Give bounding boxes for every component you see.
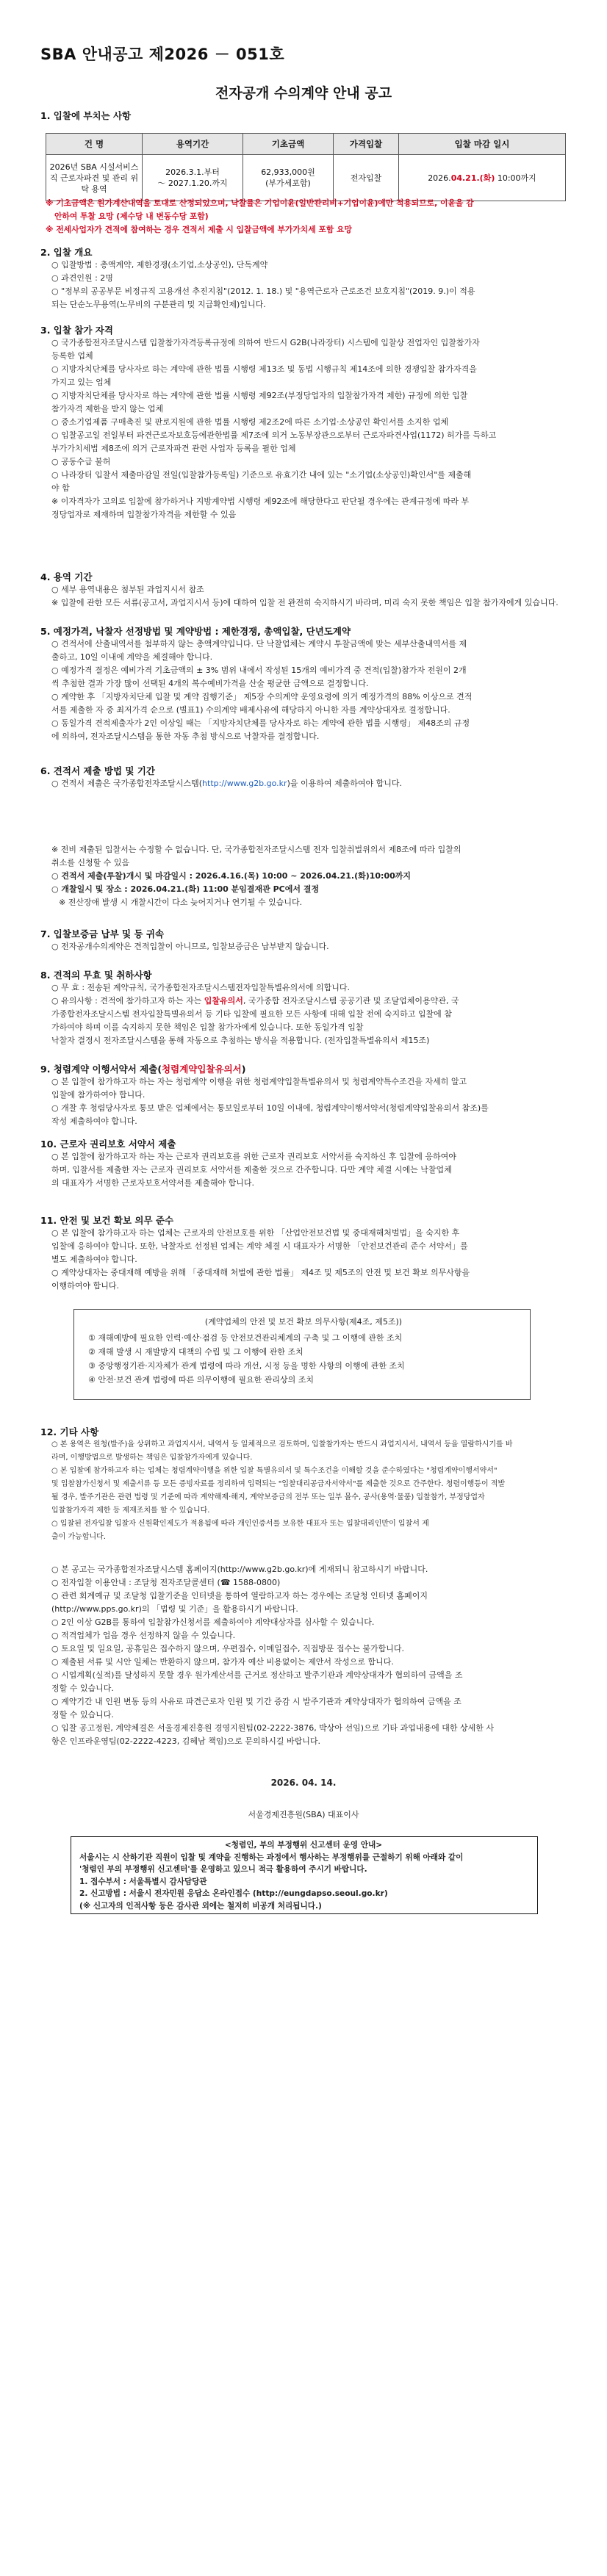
period-start: 2026.3.1.부터: [165, 167, 220, 177]
list-item: ○ 제출된 서류 및 시안 일체는 반환하지 않으며, 참가자 예산 비용없이는 제안서 작성으로 합니다.: [51, 1657, 394, 1667]
notice-date: 2026. 04. 14.: [270, 1778, 337, 1788]
list-item: ○ 본 용역은 원청(발주)을 상위하고 과업지시서, 내역서 등 일체적으로 검토하며, 입찰참가자는 반드시 과업지시서, 내역서 등을 열람하시기를 바: [51, 1440, 513, 1448]
list-item: 출이 가능합니다.: [51, 1533, 106, 1541]
section-1-heading: 1. 입찰에 부치는 사항: [40, 110, 132, 121]
list-item: ○ 국가종합전자조달시스템 입찰참가자격등록규정에 의하여 반드시 G2B(나라장터) 시스템에 입찰상 전업자인 입찰참가자: [51, 338, 480, 347]
list-item: 정당업자로 제재하며 입찰참가자격을 제한할 수 있음: [51, 510, 237, 519]
list-item: ※ 이자격자가 고의로 입찰에 참가하거나 지방계약법 시행령 제92조에 해당한다고 판단될 경우에는 관계규정에 따라 부: [51, 497, 470, 506]
base-price-vat: (부가세포함): [265, 178, 311, 188]
section-12-more: [51, 1563, 494, 1748]
list-item: ○ 예정가격 결정은 예비가격 기초금액의 ± 3% 범위 내에서 작성된 15개의 예비가격 중 견적(입찰)참가자 전원이 2개: [51, 665, 467, 675]
safety-box-title: (계약업체의 안전 및 보건 확보 의무사항(제4조, 제5조)): [204, 1317, 403, 1327]
list-item: ○ 입찰공고일 전일부터 파견근로자보호등에관한법률 제7조에 의거 노동부장관으로부터 근로자파견사업(1172) 허가를 득하고: [51, 430, 497, 440]
list-item: 정할 수 있습니다.: [51, 1684, 114, 1693]
col-header-bid-type: 가격입찰: [334, 134, 399, 155]
integrity-guide-link[interactable]: 청렴계약입찰유의서: [162, 1064, 242, 1075]
list-item: 입찰에 참가하여야 합니다.: [51, 1090, 146, 1100]
section-5-heading: 5. 예정가격, 낙찰자 선정방법 및 계약방법 : 제한경쟁, 총액입찰, 단년도계약: [40, 626, 351, 637]
safety-duty-item: ① 재해예방에 필요한 인력·예산·점검 등 안전보건관리체계의 구축 및 그 이행에 관한 조치: [88, 1333, 403, 1343]
list-item: ○ 지방자치단체를 당사자로 하는 계약에 관한 법률 시행령 제13조 및 동법 시행규칙 제14조에 의한 경쟁입찰 참가자격을: [51, 364, 477, 374]
report-center-text: <청렴인, 부의 부정행위 신고센터 운영 안내> 서울시는 시 산하기관 직원이 입찰 및 계약을 진행하는 과정에서 행사하는 부정행위를 근절하기 위해 아래와 같이 '청렴인 부의 부정행위 신고센터'를 운영하고 있으니 적극 활용하여 주시기 바랍니다. 1. 접수부서 : 서울특별시 감사담당관 2. 신고방법 : 서울시 전자민원 응답소 온라인접수 (http://eungdapso.seoul.go.kr) (※ 신고자의 인적사항 등은 감사관 외에는 철저히 비공개 처리됩니다.): [79, 1841, 464, 1911]
section-2-body: [51, 259, 475, 311]
list-item: ○ 공동수급 불허: [51, 457, 111, 466]
list-item: ○ 과견인원 : 2명: [51, 273, 113, 283]
section-4-body: [51, 583, 558, 610]
section-3-body: [51, 336, 496, 522]
list-item: 출하고, 10일 이내에 계약을 체결해야 합니다.: [51, 652, 213, 662]
list-item: 별도 제출하여야 합니다.: [51, 1255, 137, 1264]
list-item: 및 입찰참가신청서 및 제출서류 등 모든 증빙자료를 정리하여 입력되는 "입찰대리공급자서약서"를 제출한 것으로 간주한다. 청렴이행등이 적발: [51, 1480, 506, 1488]
base-price: [243, 155, 334, 201]
list-item: 에 의하여, 전자조달시스템을 통한 자동 추첨 방식으로 낙찰자를 결정합니다.: [51, 732, 320, 741]
safety-box-items: [88, 1331, 405, 1387]
list-item: ○ 토요일 및 일요일, 공휴일은 접수하지 않으며, 우편접수, 이메일접수, 직접방문 접수는 불가합니다.: [51, 1644, 404, 1653]
table-row: [46, 155, 566, 201]
list-item: ○ 시업계획(실적)를 달성하지 못할 경우 원가계산서를 근거로 정산하고 발주기관과 계약상대자가 협의하여 금액을 조: [51, 1670, 463, 1680]
list-item: ○ 세부 용역내용은 첨부된 과업지시서 참조: [51, 585, 204, 594]
list-item: 항은 인프라운영팀(02-2222-4223, 김혜남 책임)으로 문의하시길 바랍니다.: [51, 1736, 321, 1746]
section-9-body: [51, 1075, 489, 1128]
price-note: ※ 기초금액은 원가계산내역을 토대로 산정되었으며, 낙찰률은 기업이윤(일반관리비+기업이윤)에만 적용되므로, 이윤을 감 안하여 투찰 요망 (제수당 내 변동수당 포함) ※ 전세사업자가 견적에 참여하는 경우 견적서 제출 시 입찰금액에 부가가치세 포함 요망: [46, 198, 474, 234]
section-8-body: ○ 무 효 : 전송된 계약규칙, 국가종합전자조달시스템전자입찰특별유의서에 의합니다. ○ 유의사항 : 견적에 참가하고자 하는 자는 입찰유의서, 국가종합 전자조달시스템 공공기관 및 조달업체이용약관, 국 가종합전자조달시스템 전자입찰특별유의서 등 기타 입찰에 필요한 모든 사항에 대해 입찰 전에 숙지하고 입찰에 참 가하여야 하며 이를 숙지하지 못한 책임은 입찰 참가자에게 있습니다. 또한 동일가격 입찰 낙찰자 결정시 전자조달시스템을 통해 자동으로 추첨하는 방식을 적용합니다. (전자입찰특별유의서 제15조): [51, 983, 459, 1045]
list-item: 입찰에 응하여야 합니다. 또한, 낙찰자로 선정된 업체는 계약 체결 시 대표자가 서명한 「안전보건관리 준수 서약서」를: [51, 1241, 468, 1251]
section-8-heading: 8. 견적의 무효 및 취하사항: [40, 970, 152, 981]
section-3-heading: 3. 입찰 참가 자격: [40, 325, 113, 336]
list-item: 의 대표자가 서명한 근로자보호서약서를 제출해야 합니다.: [51, 1178, 255, 1188]
list-item: ○ 관련 회계예규 및 조달청 입찰기준을 인터넷을 통하여 열람하고자 하는 경우에는 조달청 인터넷 홈페이지: [51, 1591, 428, 1601]
list-item: 정할 수 있습니다.: [51, 1710, 114, 1720]
list-item: ○ 나라장터 입찰서 제출마감일 전일(입찰참가등록일) 기준으로 유효기간 내에 있는 "소기업(소상공인)확인서"를 제출해: [51, 470, 472, 480]
list-item: 입찰참가자격 제한 등 제재조치를 할 수 있습니다.: [51, 1507, 210, 1515]
list-item: ※ 입찰에 관한 모든 서류(공고서, 과업지시서 등)에 대하여 입찰 전 완전히 숙지하시기 바라며, 미리 숙지 못한 책임은 입찰 참가자에게 있습니다.: [51, 598, 558, 607]
list-item: ○ 전자입찰 이용안내 : 조달청 전자조달콜센터 (☎ 1588-0800): [51, 1578, 281, 1587]
list-item: ○ 동일가격 견적제출자가 2인 이상일 때는 「지방자치단체를 당사자로 하는 계약에 관한 법률 시행령」 제48조의 규정: [51, 718, 470, 728]
g2b-link[interactable]: http://www.g2b.go.kr: [202, 779, 287, 788]
list-item: ○ 계약기간 내 인원 변동 등의 사유로 파견근로자 인원 및 기간 증감 시 발주기관과 계약상대자가 협의하여 금액을 조: [51, 1697, 461, 1706]
service-period: [143, 155, 243, 201]
list-item: 될 경우, 발주기관은 관련 법령 및 기준에 따라 계약해제·해지, 계약보증금의 전부 또는 일부 몰수, 공사(용역·물품) 입찰참가, 부정당업자: [51, 1493, 485, 1501]
section-9-heading: 9. 청렴계약 이행서약서 제출(청렴계약입찰유의서): [40, 1064, 246, 1075]
section-2-heading: 2. 입찰 개요: [40, 247, 93, 258]
base-price-amount: 62,933,000원: [261, 167, 315, 177]
list-item: 서를 제출한 자 중 최저가격 순으로 (별표1) 수의계약 배제사유에 해당하지 아니한 자를 계약상대자로 결정합니다.: [51, 705, 450, 715]
bid-guide-link[interactable]: 입찰유의서: [204, 996, 243, 1006]
list-item: ○ 2인 이상 G2B를 통하여 입찰참가신청서를 제출하여야 계약대상자를 심사할 수 있습니다.: [51, 1617, 375, 1627]
section-7-heading: 7. 입찰보증금 납부 및 등 귀속: [40, 928, 165, 939]
list-item: 등록한 업체: [51, 351, 93, 361]
section-7-body: ○ 전자공개수의계약은 견적입찰이 아니므로, 입찰보증금은 납부받지 않습니다.: [51, 942, 329, 951]
list-item: ○ 지방자치단체를 당사자로 하는 계약에 관한 법률 시행령 제92조(부정당업자의 입찰참가자격 제한) 규정에 의한 입찰: [51, 391, 468, 400]
list-item: 되는 단순노무용역(노무비의 구분관리 및 지급확인제)입니다.: [51, 300, 266, 309]
list-item: ○ 본 입찰에 참가하고자 하는 업체는 근로자의 안전보호를 위한 「산업안전보건법 및 중대재해처벌법」을 숙지한 후: [51, 1228, 460, 1238]
list-item: ○ 중소기업제품 구매촉진 및 판로지원에 관한 법률 시행령 제2조2에 따른 소기업·소상공인 확인서를 소지한 업체: [51, 417, 449, 427]
list-item: 하며, 입찰서를 제출한 자는 근로자 권리보호 서약서를 제출한 것으로 간주합니다. 다만 계약 체결 시에는 낙찰업체: [51, 1165, 452, 1175]
safety-duty-item: ② 재해 발생 시 재발방지 대책의 수립 및 그 이행에 관한 조치: [88, 1347, 304, 1357]
section-6-details: ※ 전비 제출된 입찰서는 수정할 수 없습니다. 단, 국가종합전자조달시스템 전자 입찰취벌위의서 제8조에 따라 입찰의 취소를 신청할 수 있음 ○ 견적서 제출(투찰)개시 및 마감일시 : 2026.4.16.(목) 10:00 ~ 2026.04.21.(화)10:00까지 ○ 개찰일시 및 장소 : 2026.04.21.(화) 11:00 분임결재관 PC에서 결정 ※ 전산장애 발생 시 개찰시간이 다소 늦어지거나 연기될 수 있습니다.: [51, 845, 461, 907]
issuer-org: 서울경제진흥원(SBA) 대표이사: [248, 1810, 359, 1819]
safety-duty-item: ③ 중앙행정기관·지자체가 관계 법령에 따라 개선, 시정 등을 명한 사항의 이행에 관한 조치: [88, 1361, 405, 1371]
section-5-body: [51, 638, 472, 743]
bid-deadline: 2026.04.21.(화) 10:00까지: [399, 155, 566, 201]
list-item: ○ 적격업체가 업음 경우 선정하지 않을 수 있습니다.: [51, 1631, 236, 1640]
list-item: ○ 입찰방법 : 총액계약, 제한경쟁(소기업,소상공인), 단독계약: [51, 260, 268, 270]
list-item: ○ 입찰된 전자입찰 입찰자 신원확인제도가 적용됨에 따라 개인인증서를 보유한 대표자 또는 입찰대리인만이 입찰서 제: [51, 1520, 429, 1528]
safety-duty-item: ④ 안전·보건 관계 법령에 따른 의무이행에 필요한 관리상의 조치: [88, 1375, 314, 1385]
list-item: 참가자격 제한을 받지 않는 업체: [51, 404, 164, 414]
bid-type: 전자입찰: [334, 155, 399, 201]
list-item: 씩 추첨한 결과 가장 많이 선택된 4개의 복수예비가격을 산술 평균한 금액으로 결정합니다.: [51, 679, 369, 688]
section-6-heading: 6. 견적서 제출 방법 및 기간: [40, 765, 155, 776]
list-item: 라며, 이행방법으로 발생하는 책임은 입찰참가자에게 있습니다.: [51, 1454, 253, 1462]
list-item: ○ 본 입찰에 참가하고자 하는 업체는 청렴계약이행을 위한 입찰 특별유의서 및 특수조건을 이해할 것을 준수하였다는 "청렴계약이행서약서": [51, 1467, 498, 1475]
col-header-period: 용역기간: [143, 134, 243, 155]
list-item: 야 함: [51, 483, 70, 493]
service-name: 2026년 SBA 시설서비스직 근로자파견 및 관리 위탁 용역: [46, 155, 143, 201]
section-4-heading: 4. 용역 기간: [40, 571, 93, 582]
section-6-submit-line: ○ 견적서 제출은 국가종합전자조달시스템(http://www.g2b.go.kr)을 이용하여 제출하여야 합니다.: [51, 779, 402, 788]
list-item: 작성 제출하여야 합니다.: [51, 1116, 137, 1126]
list-item: ○ 본 입찰에 참가하고자 하는 자는 청렴계약 이행을 위한 청렴계약입찰특별유의서 및 청렴계약특수조건을 자세히 알고: [51, 1077, 467, 1086]
section-12-heading: 12. 기타 사항: [40, 1426, 99, 1437]
list-item: ○ "정부의 공공부문 비정규직 고용개선 추진지침"(2012. 1. 18.) 및 "용역근로자 근로조건 보호지침"(2019. 9.)이 적용: [51, 286, 475, 296]
section-12-body: [51, 1438, 513, 1544]
section-11-body: [51, 1227, 470, 1293]
col-header-name: 건 명: [46, 134, 143, 155]
list-item: 이행하여야 합니다.: [51, 1281, 120, 1291]
section-10-body: [51, 1150, 456, 1190]
list-item: 가지고 있는 업체: [51, 378, 112, 387]
bid-info-table: [46, 133, 566, 201]
list-item: ○ 본 입찰에 참가하고자 하는 자는 근로자 권리보호를 위한 근로자 권리보호 서약서를 숙지하신 후 입찰에 응하여야: [51, 1152, 456, 1161]
col-header-base-price: 기초금액: [243, 134, 334, 155]
list-item: ○ 본 공고는 국가종합전자조달시스템 홈페이지(http://www.g2b.go.kr)에 게재되니 참고하시기 바랍니다.: [51, 1565, 428, 1574]
section-11-heading: 11. 안전 및 보건 확보 의무 준수: [40, 1215, 174, 1226]
list-item: ○ 계약한 후 「지방자치단체 입찰 및 계약 집행기준」 제5장 수의계약 운영요령에 의거 예정가격의 88% 이상으로 견적: [51, 692, 473, 701]
doc-number: SBA 안내공고 제2026 － 051호: [40, 46, 285, 63]
list-item: ○ 견적서에 산출내역서를 첨부하지 않는 총액계약입니다. 단 낙찰업체는 계약시 투찰금액에 맞는 세부산출내역서를 제: [51, 639, 467, 649]
page-title: 전자공개 수의계약 안내 공고: [215, 85, 392, 101]
section-10-heading: 10. 근로자 권리보호 서약서 제출: [40, 1139, 176, 1150]
list-item: ○ 계약상대자는 중대재해 예방을 위해 「중대재해 처벌에 관한 법률」 제4조 및 제5조의 안전 및 보건 확보 의무사항을: [51, 1268, 470, 1277]
col-header-deadline: 입찰 마감 일시: [399, 134, 566, 155]
list-item: ○ 개찰 후 청렴당사자로 통보 받은 업체에서는 통보일로부터 10일 이내에, 청렴계약이행서약서(청렴계약입찰유의서 참조)를: [51, 1103, 489, 1113]
list-item: ○ 입찰 공고정원, 계약체결은 서울경제진흥원 경영지원팀(02-2222-3876, 박상아 선임)으로 기타 과업내용에 대한 상세한 사: [51, 1723, 494, 1733]
period-end: ～ 2027.1.20.까지: [157, 178, 228, 188]
list-item: (http://www.pps.go.kr)의 「법령 및 기준」을 활용하시기 바랍니다.: [51, 1604, 298, 1614]
list-item: 부가가치세법 제8조에 의거 근로자파견 관련 사업자 등록을 필한 업체: [51, 444, 296, 453]
